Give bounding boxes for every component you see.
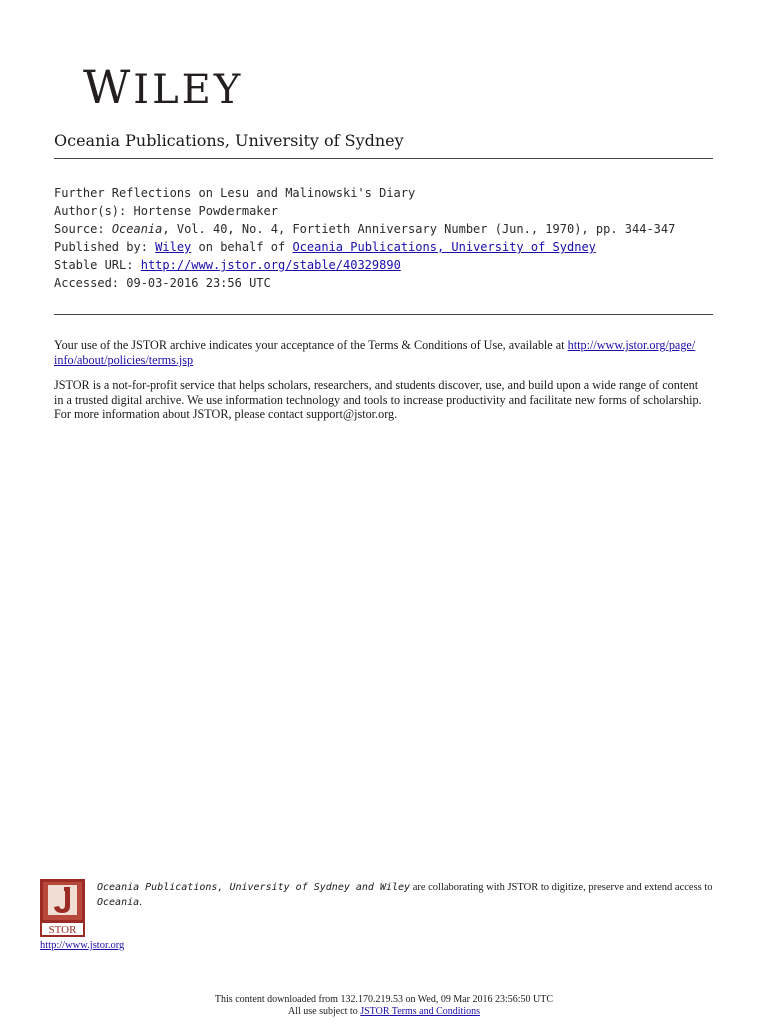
middle-divider xyxy=(54,314,713,315)
published-by-line xyxy=(54,238,675,256)
citation-block xyxy=(54,184,675,292)
about-line-2: in a trusted digital archive. We use information technology and tools to increase productivity and facilitate new forms of scholarship. xyxy=(54,392,702,407)
collaboration-note xyxy=(97,881,737,910)
logo-initial: W xyxy=(83,60,134,114)
authors-label: Author(s): xyxy=(54,204,127,218)
journal-name: Oceania xyxy=(97,896,140,908)
stable-url-label: Stable URL: xyxy=(54,258,134,272)
terms-notice xyxy=(0,1006,768,1018)
journal-period: . xyxy=(139,896,142,908)
wiley-logo xyxy=(83,60,243,114)
publisher-heading: Oceania Publications, University of Sydney xyxy=(54,131,404,150)
jstor-seal-icon xyxy=(40,879,85,937)
terms-link-part2[interactable]: info/about/policies/terms.jsp xyxy=(54,352,194,367)
source-details: , Vol. 40, No. 4, Fortieth Anniversary Number (Jun., 1970), pp. 344-347 xyxy=(162,222,676,236)
accessed-line: Accessed: 09-03-2016 23:56 UTC xyxy=(54,276,271,290)
collab-text: are collaborating with JSTOR to digitize, preserve and extend access to xyxy=(412,882,713,893)
logo-rest: ILEY xyxy=(133,67,244,113)
terms-link-part1[interactable]: http://www.jstor.org/page/ xyxy=(567,338,696,352)
source-label: Source: xyxy=(54,222,105,236)
jstor-logo[interactable] xyxy=(40,879,85,937)
about-line-1: JSTOR is a not-for-profit service that helps scholars, researchers, and students discover, use, and build upon a wide range of content xyxy=(54,378,699,392)
authors-line xyxy=(54,202,675,220)
publisher-link[interactable]: Wiley xyxy=(155,240,192,254)
published-by-label: Published by: xyxy=(54,240,148,254)
source-journal: Oceania xyxy=(111,222,163,236)
authors-value: Hortense Powdermaker xyxy=(133,204,278,218)
partners-text: Oceania Publications, University of Sydney and Wiley xyxy=(97,882,411,893)
terms-paragraph xyxy=(54,338,714,367)
stable-url-link[interactable]: http://www.jstor.org/stable/40329890 xyxy=(140,258,401,272)
top-divider xyxy=(54,158,713,159)
stable-url-line xyxy=(54,256,675,274)
jstor-home-link[interactable]: http://www.jstor.org xyxy=(40,940,125,951)
about-jstor-paragraph xyxy=(54,378,714,422)
jstor-stamp-text: STOR xyxy=(48,924,77,936)
terms-text: Your use of the JSTOR archive indicates your acceptance of the Terms & Conditions of Use, available at xyxy=(54,338,565,352)
behalf-publisher-link[interactable]: Oceania Publications, University of Sydney xyxy=(292,240,596,254)
terms-notice-prefix: All use subject to xyxy=(288,1006,358,1017)
download-info: This content downloaded from 132.170.219.53 on Wed, 09 Mar 2016 23:56:50 UTC xyxy=(214,994,554,1005)
article-title: Further Reflections on Lesu and Malinowski's Diary xyxy=(54,186,416,200)
about-line-3: For more information about JSTOR, please contact support@jstor.org. xyxy=(54,407,398,422)
source-line xyxy=(54,220,675,238)
jstor-terms-link[interactable]: JSTOR Terms and Conditions xyxy=(360,1006,480,1017)
on-behalf-text: on behalf of xyxy=(198,240,286,254)
